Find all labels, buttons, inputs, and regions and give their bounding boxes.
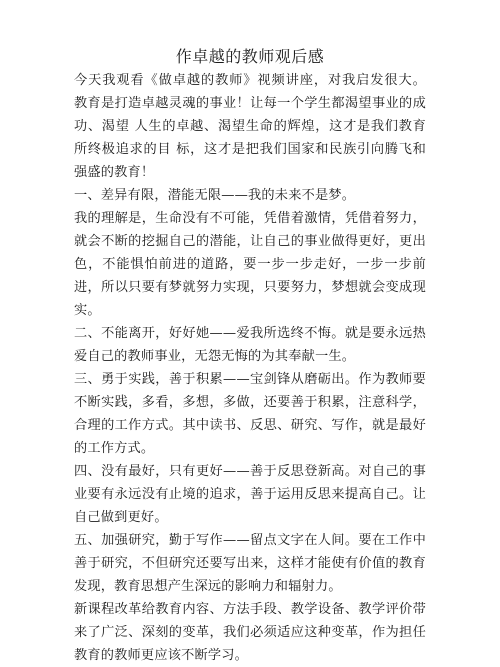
paragraph-heading-1: 一、差异有限，潜能无限——我的未来不是梦。 bbox=[74, 188, 356, 203]
paragraph-2: 二、不能离开，好好她——爱我所选终不悔。就是要永远热爱自己的教师事业，无怨无悔的为其奉献一生。 bbox=[74, 326, 426, 364]
document-title: 作卓越的教师观后感 bbox=[175, 47, 325, 66]
paragraph-5: 五、加强研究，勤于写作——留点文字在人间。要在工作中善于研究，不但研究还要写出来，这样才能使有价值的教育发现，教育思想产生深远的影响力和辐射力。 bbox=[74, 533, 426, 594]
paragraph-closing: 新课程改革给教育内容、方法手段、教学设备、教学评价带来了广泛、深刻的变革，我们必须适应这种变革，作为担任教育的教师更应该不断学习。 bbox=[74, 602, 426, 663]
document-body bbox=[74, 69, 426, 667]
paragraph-1: 我的理解是，生命没有不可能，凭借着激情，凭借着努力，就会不断的挖掘自己的潜能，让自己的事业做得更好，更出色，不能惧怕前进的道路，要一步一步走好，一步一步前进，所以只要有梦就努力实现，只要努力，梦想就会变成现实。 bbox=[74, 211, 426, 318]
paragraph-intro: 今天我观看《做卓越的教师》视频讲座，对我启发很大。 教育是打造卓越灵魂的事业！让每一个学生都渴望事业的成功、渴望 人生的卓越、渴望生命的辉煌，这才是我们教育所终极追求的目 标，这才是把我们国家和民族引向腾飞和强盛的教育！ bbox=[74, 73, 426, 180]
paragraph-3: 三、勇于实践，善于积累——宝剑锋从磨砺出。作为教师要不断实践，多看，多想，多做，还要善于积累，注意科学，合理的工作方式。其中读书、反思、研究、写作，就是最好的工作方式。 bbox=[74, 372, 426, 456]
paragraph-4: 四、没有最好，只有更好——善于反思登新高。对自己的事业要有永远没有止境的追求，善于运用反思来提高自己。让自己做到更好。 bbox=[74, 464, 426, 525]
